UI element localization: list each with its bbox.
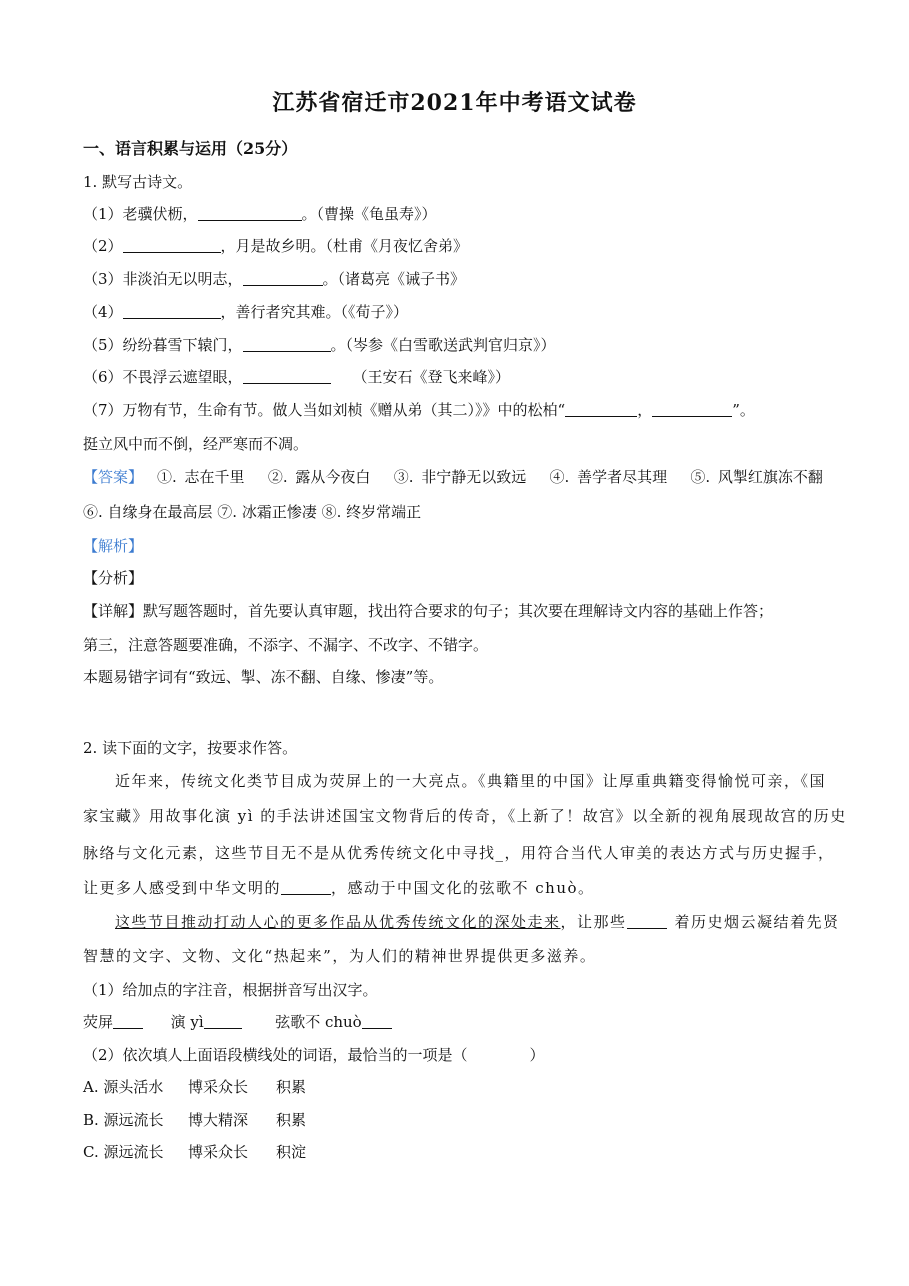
item-text: 。（诸葛亮《诫子书》 xyxy=(322,270,466,288)
q1-item-7-cont: 挺立风中而不倒，经严寒而不凋。 xyxy=(83,435,309,453)
option-text: 博采众长 xyxy=(188,1078,249,1096)
item-text: ， xyxy=(637,401,653,419)
analysis-tag: 【解析】 xyxy=(83,537,144,555)
page-title: 江苏省宿迁市2021年中考语文试卷 xyxy=(272,90,637,116)
answer-tag: 【答案】 xyxy=(83,468,144,486)
item-text: （1）老骥伏枥， xyxy=(83,205,198,223)
item-text: ，月是故乡明。（杜甫《月夜忆舍弟》 xyxy=(220,237,469,255)
answer-line-2: ⑥. 自缘身在最高层 ⑦. 冰霜正惨凄 ⑧. 终岁常端正 xyxy=(83,503,422,521)
q2-stem: 2. 读下面的文字，按要求作答。 xyxy=(83,739,298,757)
q2-sub2 xyxy=(83,1045,545,1065)
option-text: 积累 xyxy=(276,1111,307,1129)
item-text: 。（岑参《白雪歌送武判官归京》） xyxy=(330,336,556,354)
item-text: （2） xyxy=(83,237,123,255)
fill-text: 荧屏 xyxy=(83,1013,114,1031)
sub2-text: ） xyxy=(529,1046,545,1064)
q2-sub1: （1）给加点的字注音，根据拼音写出汉字。 xyxy=(83,981,378,999)
item-text: （王安石《登飞来峰》） xyxy=(352,368,511,386)
q1-item-1 xyxy=(83,204,437,224)
option-text: 积累 xyxy=(276,1078,307,1096)
fill-text: 弦歌不 chuò xyxy=(275,1013,362,1031)
q1-item-4 xyxy=(83,302,408,322)
passage-line: 脉络与文化元素，这些节目无不是从优秀传统文化中寻找_，用符合当代人审美的表达方式与历史握手， xyxy=(83,844,835,862)
answer-blank xyxy=(198,205,302,221)
answer-line-1 xyxy=(83,467,823,487)
underlined-sentence: 这些节目推动打动人心的更多作品从优秀传统文化的深处走来 xyxy=(115,913,561,931)
fill-text: 演 yì xyxy=(170,1013,204,1031)
fenxi-tag: 【分析】 xyxy=(83,569,144,587)
passage-line: 家宝藏》用故事化演 yì 的手法讲述国宝文物背后的传奇，《上新了！故宫》以全新的视角展现故宫的历史 xyxy=(83,807,847,825)
answer-blank xyxy=(281,879,331,895)
q1-item-6 xyxy=(83,367,510,387)
answer-blank xyxy=(243,270,323,286)
q1-item-7 xyxy=(83,400,755,420)
item-text: （4） xyxy=(83,303,123,321)
item-text: ，善行者究其难。（《荀子》） xyxy=(220,303,409,321)
passage-text: 着历史烟云凝结着先贤 xyxy=(674,913,840,931)
item-text: （7）万物有节，生命有节。做人当如刘桢《赠从弟（其二）》》中的松柏“ xyxy=(83,401,566,419)
option-text: B. 源远流长 xyxy=(83,1111,164,1129)
option-b xyxy=(83,1110,306,1130)
answer-blank xyxy=(652,401,732,417)
q1-item-2 xyxy=(83,236,468,256)
option-text: 博大精深 xyxy=(188,1111,249,1129)
passage-text: 让更多人感受到中华文明的 xyxy=(83,879,282,897)
answer-blank xyxy=(565,401,637,417)
item-text: （5）纷纷暮雪下辕门， xyxy=(83,336,243,354)
option-text: 博采众长 xyxy=(188,1143,249,1161)
item-text: （6）不畏浮云遮望眼， xyxy=(83,368,243,386)
passage-text: ，感动于中国文化的弦歌不 chuò。 xyxy=(331,879,595,897)
detail-line-1: 【详解】默写题答题时，首先要认真审题，找出符合要求的句子；其次要在理解诗文内容的基础上作答； xyxy=(83,602,774,620)
option-text: A. 源头活水 xyxy=(83,1078,164,1096)
answer-blank xyxy=(123,303,221,319)
passage-line xyxy=(83,878,595,898)
pinyin-fill-row xyxy=(83,1012,392,1032)
answer-blank xyxy=(243,368,331,384)
detail-line-3: 本题易错字词有“致远、掣、冻不翻、自缘、惨凄”等。 xyxy=(83,668,444,686)
answer-blank xyxy=(627,913,667,929)
sub2-text: （2）依次填人上面语段横线处的词语，最恰当的一项是（ xyxy=(83,1046,468,1064)
answer-text: ①. 志在千里 ②. 露从今夜白 ③. 非宁静无以致远 ④. 善学者尽其理 ⑤. 风掣红旗冻不翻 xyxy=(157,468,823,486)
option-text: 积淀 xyxy=(276,1143,307,1161)
option-c xyxy=(83,1142,306,1162)
q1-item-5 xyxy=(83,335,556,355)
passage-line xyxy=(115,912,840,932)
passage-text: ，让那些 xyxy=(560,913,627,931)
detail-line-2: 第三，注意答题要准确，不添字、不漏字、不改字、不错字。 xyxy=(83,636,489,654)
answer-blank xyxy=(123,237,221,253)
answer-blank xyxy=(243,336,331,352)
q1-item-3 xyxy=(83,269,465,289)
answer-blank xyxy=(204,1013,242,1029)
q1-stem: 1. 默写古诗文。 xyxy=(83,173,193,191)
passage-line: 智慧的文字、文物、文化“热起来”，为人们的精神世界提供更多滋养。 xyxy=(83,947,597,965)
item-text: 。（曹操《龟虽寿》） xyxy=(301,205,437,223)
passage-line: 近年来，传统文化类节目成为荧屏上的一大亮点。《典籍里的中国》让厚重典籍变得愉悦可亲，《国 xyxy=(115,772,827,790)
option-a xyxy=(83,1077,306,1097)
option-text: C. 源远流长 xyxy=(83,1143,164,1161)
item-text: ”。 xyxy=(732,401,755,419)
section-heading: 一、语言积累与运用（25分） xyxy=(83,139,298,158)
item-text: （3）非淡泊无以明志， xyxy=(83,270,243,288)
answer-blank xyxy=(113,1013,143,1029)
answer-blank xyxy=(362,1013,392,1029)
